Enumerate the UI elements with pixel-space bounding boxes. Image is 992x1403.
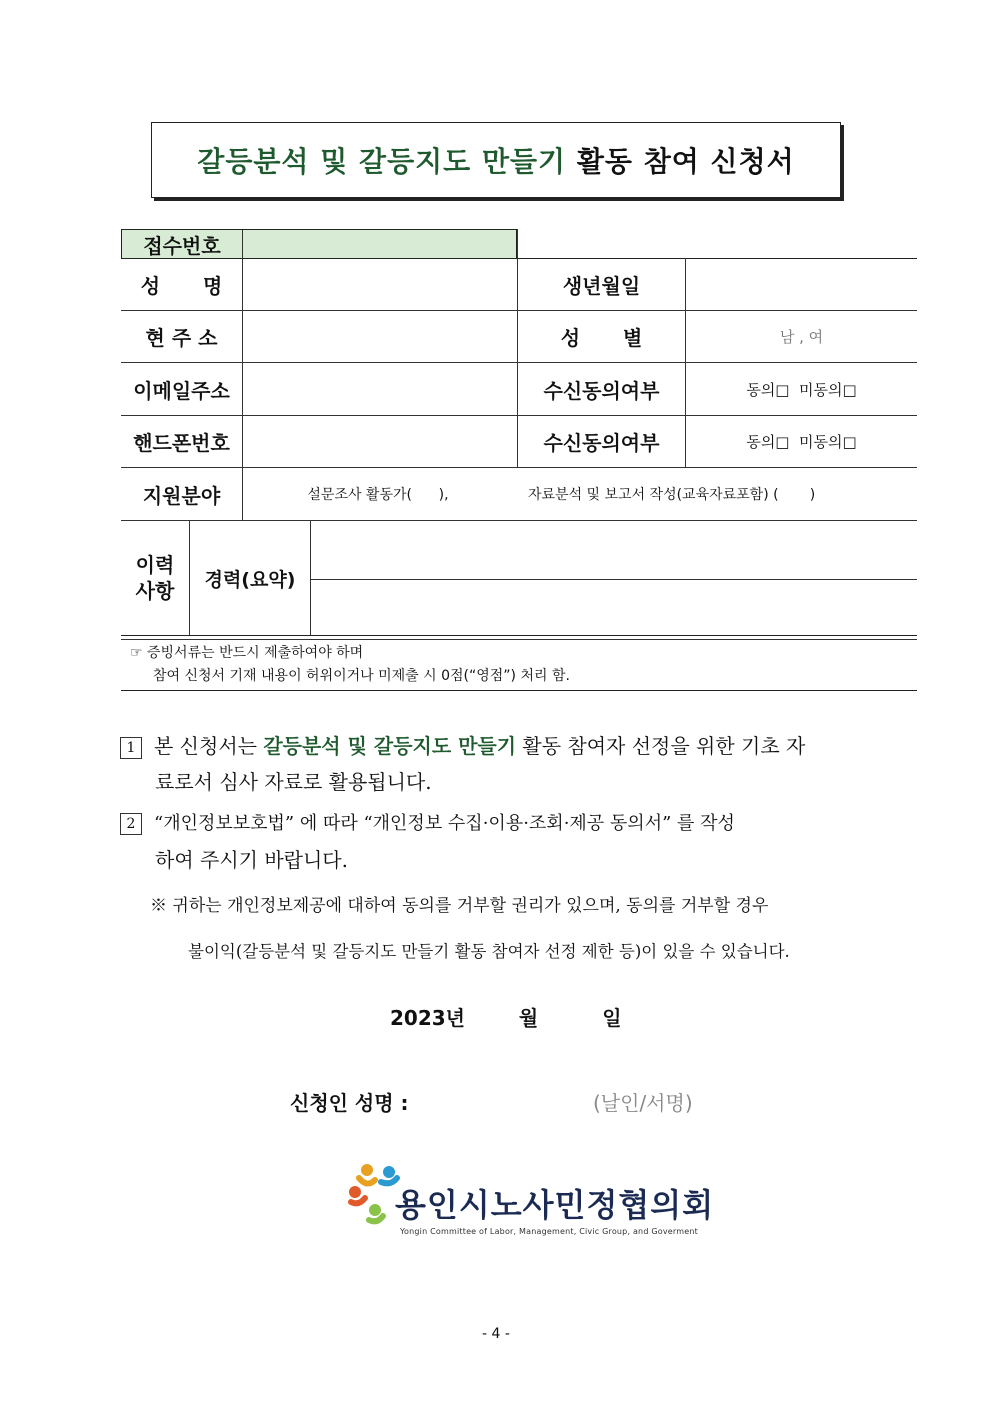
email-consent-checkboxes[interactable]: 동의□ 미동의□ bbox=[746, 380, 857, 399]
note-bottom-line bbox=[121, 690, 917, 691]
birth-label: 생년월일 bbox=[562, 274, 641, 298]
logo-name: 용인시노사민정협의회 bbox=[395, 1186, 715, 1224]
career-input-1[interactable] bbox=[311, 521, 917, 579]
email-input[interactable] bbox=[243, 363, 517, 415]
gender-label: 성 별 bbox=[560, 326, 643, 350]
notice-line-1: ※ 귀하는 개인정보제공에 대하여 동의를 거부할 권리가 있으며, 동의를 거부할 경우 bbox=[150, 896, 769, 916]
item-2-number: 2 bbox=[120, 813, 142, 835]
evidence-note bbox=[130, 642, 910, 688]
receipt-input[interactable] bbox=[243, 230, 516, 258]
birth-input[interactable] bbox=[686, 259, 917, 310]
date-day: 일 bbox=[602, 1006, 622, 1030]
note-line-2: 참여 신청서 기재 내용이 허위이거나 미제출 시 0점(“영점”) 처리 함. bbox=[153, 668, 570, 684]
logo-subtitle: Yongin Committee of Labor, Management, Civic Group, and Goverment bbox=[400, 1227, 698, 1236]
phone-consent-label: 수신동의여부 bbox=[543, 431, 660, 455]
organization-logo bbox=[345, 1160, 715, 1240]
field-option-analysis[interactable]: 자료분석 및 보고서 작성(교육자료포함) ( ) bbox=[528, 487, 816, 503]
item-1-post: 활동 참여자 선정을 위한 기초 자 bbox=[522, 734, 806, 758]
receipt-label: 접수번호 bbox=[122, 230, 243, 258]
phone-input[interactable] bbox=[243, 416, 517, 467]
date-year: 2023년 bbox=[390, 1006, 465, 1030]
email-consent-label: 수신동의여부 bbox=[543, 378, 660, 403]
title-rest: 활동 참여 신청서 bbox=[576, 145, 795, 178]
date-line bbox=[390, 1002, 622, 1031]
name-label: 성 명 bbox=[140, 274, 223, 298]
address-input[interactable] bbox=[243, 311, 517, 362]
title-box bbox=[151, 122, 841, 198]
signature-label: 신청인 성명 : bbox=[290, 1091, 409, 1115]
career-input-2[interactable] bbox=[311, 580, 917, 635]
table-bottom-line-2 bbox=[121, 639, 917, 640]
refusal-notice bbox=[150, 883, 880, 975]
name-input[interactable] bbox=[243, 259, 517, 310]
item-1 bbox=[120, 728, 880, 800]
item-2 bbox=[120, 804, 880, 878]
date-month: 월 bbox=[518, 1006, 539, 1030]
field-option-survey[interactable]: 설문조사 활동가( ), bbox=[307, 487, 449, 503]
address-label: 현 주 소 bbox=[145, 326, 218, 350]
table-bottom-line bbox=[121, 635, 917, 636]
gender-options[interactable]: 남 , 여 bbox=[779, 328, 824, 346]
career-label: 경력(요약) bbox=[204, 568, 296, 591]
item-1-pre: 본 신청서는 bbox=[154, 734, 257, 758]
note-line-1: ☞ 증빙서류는 반드시 제출하여야 하며 bbox=[130, 645, 364, 661]
email-label: 이메일주소 bbox=[133, 378, 230, 403]
page-number: - 4 - bbox=[482, 1326, 510, 1342]
signature-hint[interactable]: (날인/서명) bbox=[593, 1091, 693, 1115]
field-label: 지원분야 bbox=[142, 483, 221, 508]
title-highlight: 갈등분석 및 갈등지도 만들기 bbox=[197, 145, 567, 178]
item-2-line-2: 하여 주시기 바랍니다. bbox=[155, 848, 348, 872]
item-1-number: 1 bbox=[120, 737, 142, 759]
notice-line-2: 불이익(갈등분석 및 갈등지도 만들기 활동 참여자 선정 제한 등)이 있을 수 있습니다. bbox=[188, 942, 790, 961]
phone-consent-checkboxes[interactable]: 동의□ 미동의□ bbox=[746, 433, 857, 451]
history-label: 이력 사항 bbox=[135, 553, 175, 603]
item-1-highlight: 갈등분석 및 갈등지도 만들기 bbox=[263, 734, 517, 758]
receipt-number-row bbox=[121, 229, 517, 259]
item-1-line-2: 료로서 심사 자료로 활용됩니다. bbox=[155, 770, 432, 794]
page-title bbox=[197, 140, 794, 180]
phone-label: 핸드폰번호 bbox=[133, 431, 230, 455]
item-2-line-1: “개인정보보호법” 에 따라 “개인정보 수집·이용·조회·제공 동의서” 를 작성 bbox=[154, 813, 735, 834]
